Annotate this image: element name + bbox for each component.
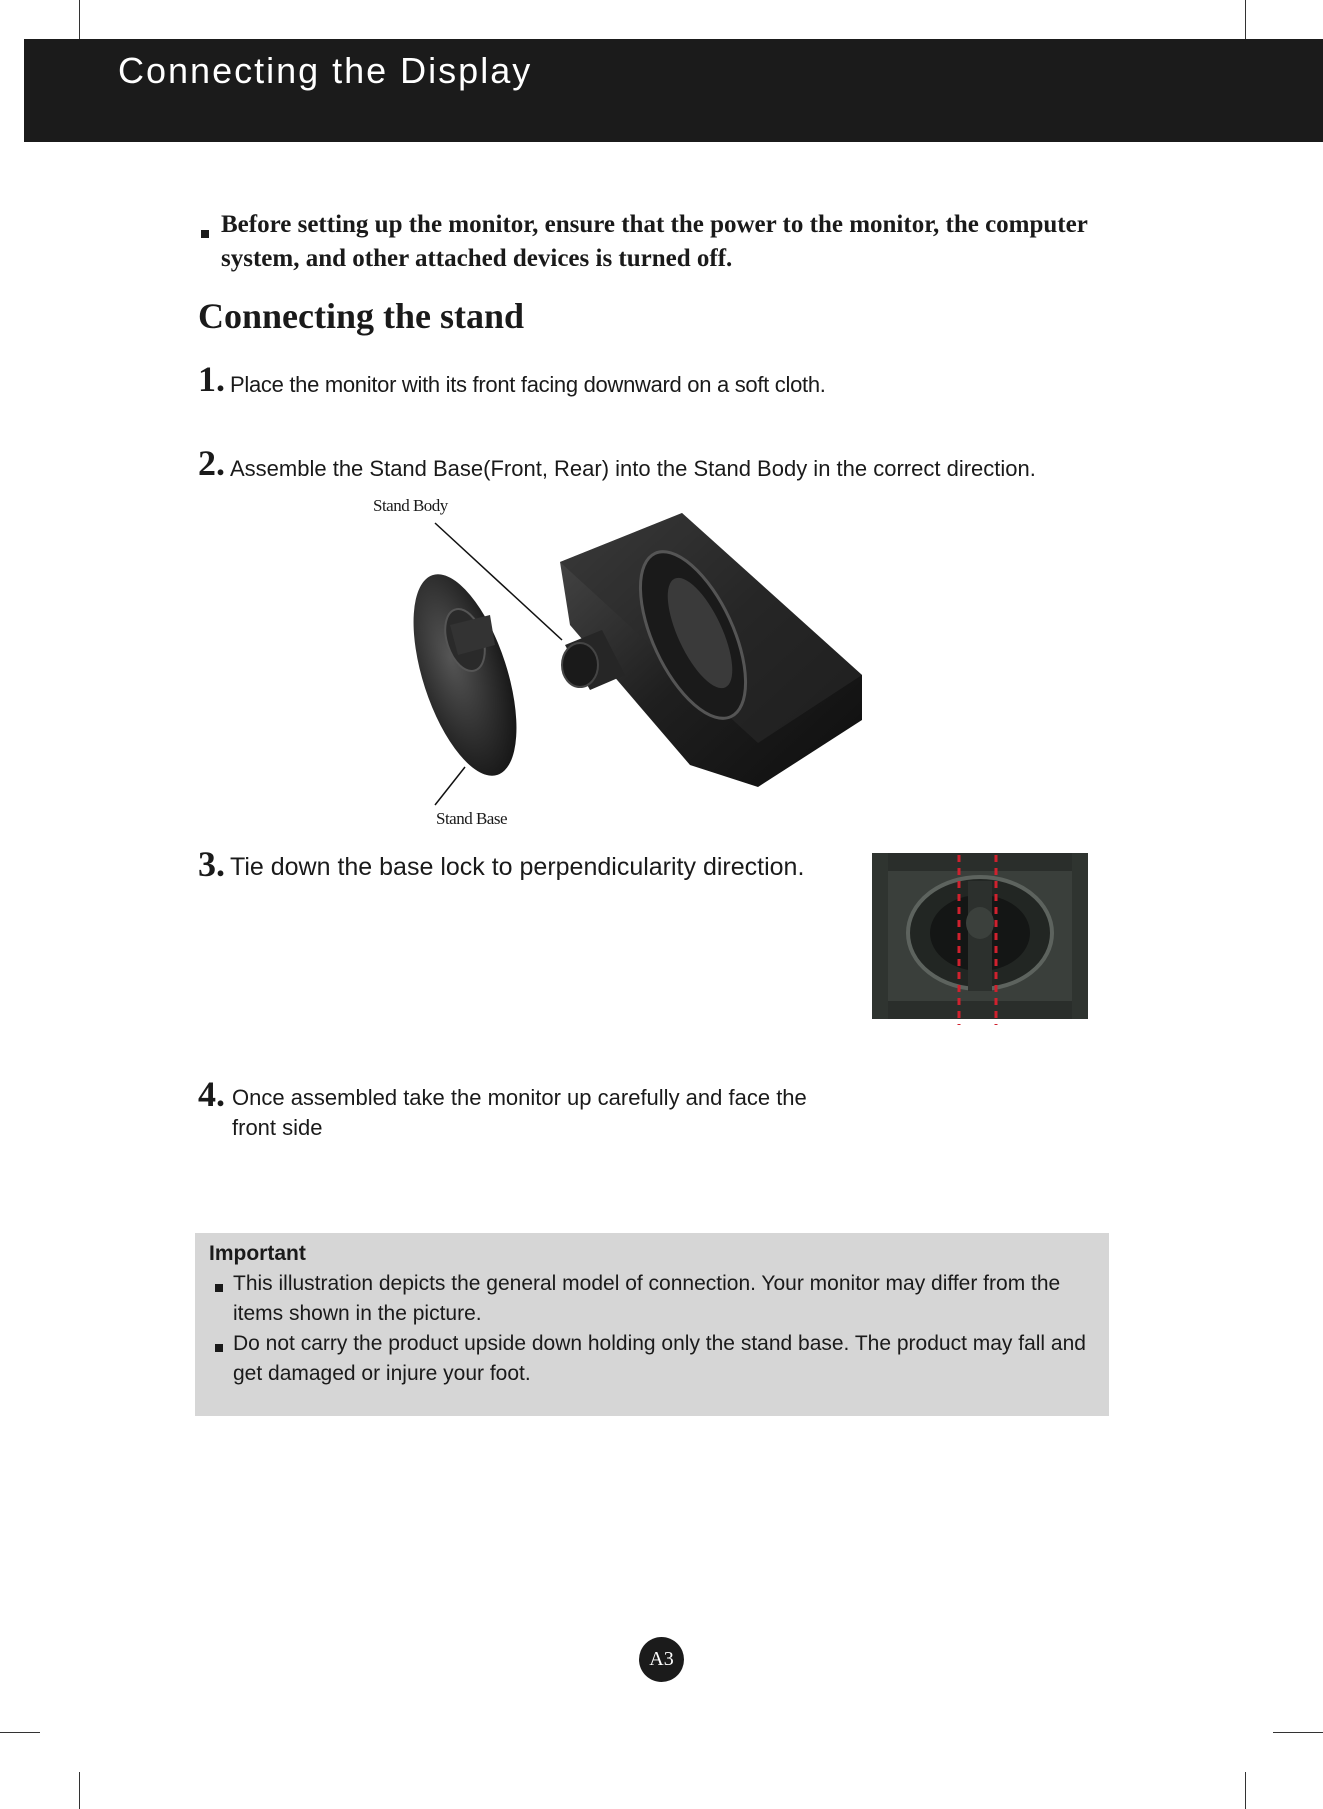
bullet-icon (215, 1284, 223, 1292)
stand-assembly-illustration (370, 505, 870, 815)
crop-mark (1273, 1732, 1323, 1733)
step-text: Place the monitor with its front facing downward on a soft cloth. (230, 372, 826, 397)
step-text: Tie down the base lock to perpendicularity direction. (230, 853, 805, 881)
step-number: 1. (198, 359, 225, 399)
crop-mark (1245, 0, 1246, 40)
base-lock-photo (872, 853, 1088, 1025)
page-title: Connecting the Display (118, 50, 533, 91)
step-number: 2. (198, 443, 225, 483)
important-item: Do not carry the product upside down holding only the stand base. The product may fall and get damaged or injure your foot. (233, 1332, 1086, 1385)
crop-mark (1245, 1772, 1246, 1809)
bullet-icon (201, 230, 209, 238)
page-number-badge (639, 1637, 684, 1682)
important-item: This illustration depicts the general model of connection. Your monitor may differ from the items shown in the picture. (233, 1272, 1061, 1325)
stand-base-label: Stand Base (436, 809, 508, 828)
page-number: A3 (649, 1648, 674, 1670)
warning-text: Before setting up the monitor, ensure that the power to the monitor, the computer system, and other attached devices is turned off. (221, 211, 1088, 272)
crop-mark (0, 1732, 40, 1733)
crop-mark (79, 0, 80, 40)
stand-body-label: Stand Body (373, 496, 448, 515)
crop-mark (79, 1772, 80, 1809)
step-number: 4. (198, 1074, 225, 1114)
step-number: 3. (198, 844, 225, 884)
important-title: Important (209, 1242, 306, 1265)
section-heading: Connecting the stand (198, 296, 525, 336)
important-note (195, 1233, 1109, 1416)
step-text: Once assembled take the monitor up carefully and face the front side (232, 1085, 807, 1140)
step-text: Assemble the Stand Base(Front, Rear) into the Stand Body in the correct direction. (230, 456, 1036, 481)
bullet-icon (215, 1344, 223, 1352)
